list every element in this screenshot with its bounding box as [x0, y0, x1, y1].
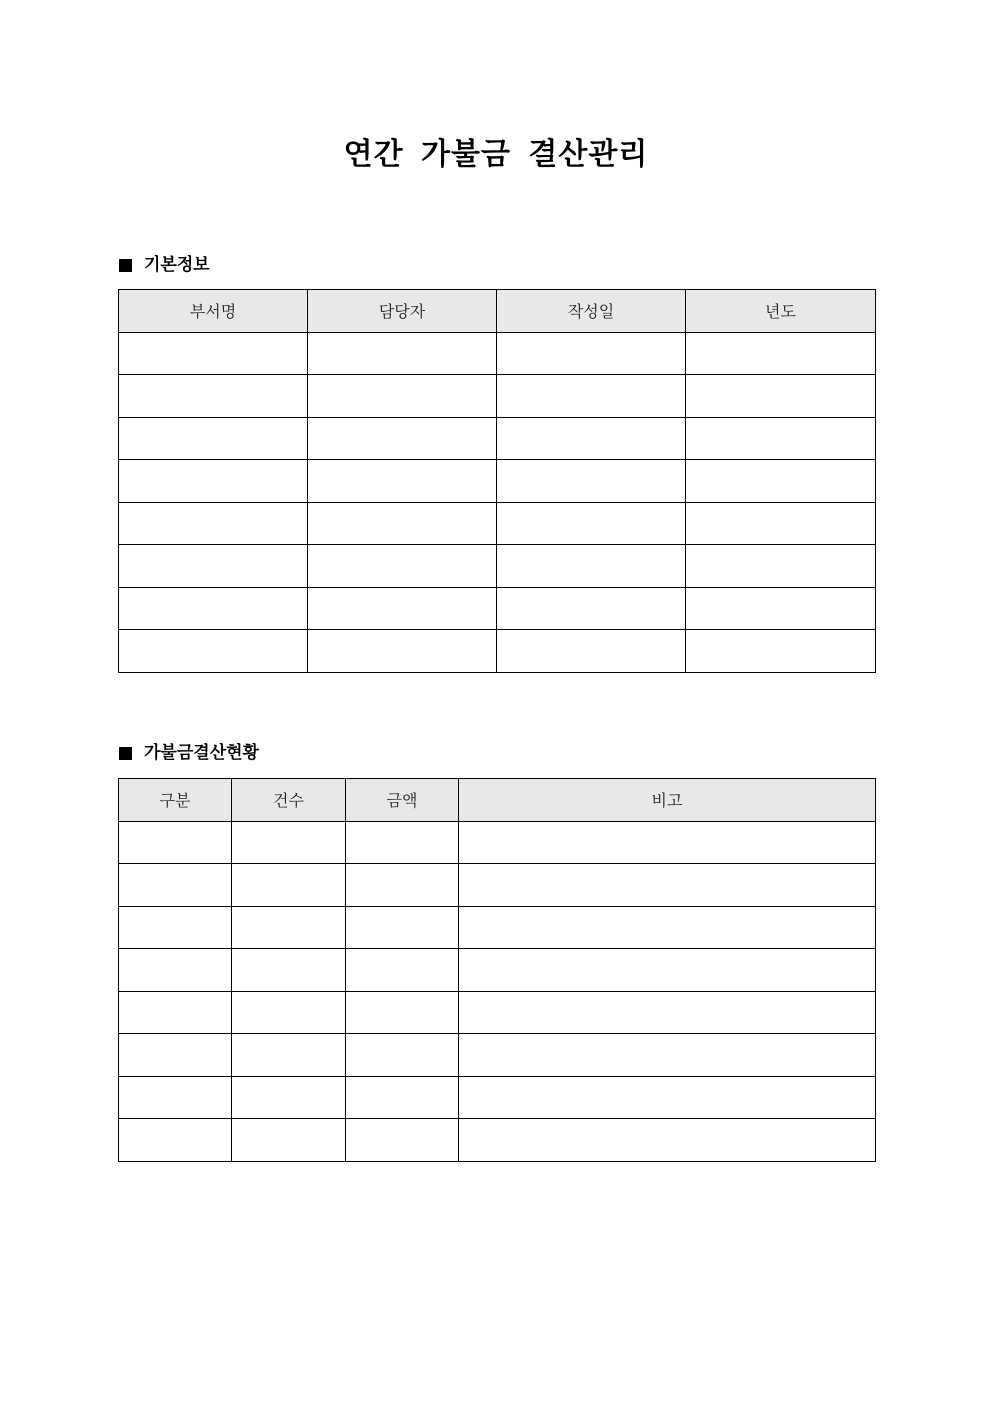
- table-cell[interactable]: [308, 502, 497, 545]
- table-cell[interactable]: [459, 864, 876, 907]
- table-cell[interactable]: [232, 949, 346, 992]
- table-cell[interactable]: [119, 460, 308, 503]
- table-cell[interactable]: [686, 332, 876, 375]
- table-cell[interactable]: [497, 375, 686, 418]
- table-cell[interactable]: [119, 375, 308, 418]
- table-cell[interactable]: [346, 991, 459, 1034]
- table-cell[interactable]: [346, 1076, 459, 1119]
- table-row: [119, 630, 876, 673]
- table-cell[interactable]: [459, 991, 876, 1034]
- table-cell[interactable]: [232, 1119, 346, 1162]
- table-cell[interactable]: [346, 1119, 459, 1162]
- table-cell[interactable]: [346, 906, 459, 949]
- table-row: [119, 1119, 876, 1162]
- column-header-category: 구분: [119, 779, 232, 822]
- table-cell[interactable]: [119, 991, 232, 1034]
- table-cell[interactable]: [459, 821, 876, 864]
- table-row: [119, 502, 876, 545]
- table-cell[interactable]: [686, 460, 876, 503]
- table-cell[interactable]: [119, 949, 232, 992]
- table-cell[interactable]: [308, 332, 497, 375]
- table-cell[interactable]: [346, 949, 459, 992]
- table-cell[interactable]: [232, 991, 346, 1034]
- column-header-manager: 담당자: [308, 290, 497, 333]
- table-cell[interactable]: [308, 630, 497, 673]
- table-cell[interactable]: [119, 906, 232, 949]
- table-cell[interactable]: [119, 545, 308, 588]
- document-title: 연간 가불금 결산관리: [343, 137, 649, 172]
- table-cell[interactable]: [119, 587, 308, 630]
- table-cell[interactable]: [308, 417, 497, 460]
- table-row: [119, 906, 876, 949]
- table-cell[interactable]: [497, 587, 686, 630]
- advance-settlement-table-body: [119, 821, 876, 1161]
- table-cell[interactable]: [232, 864, 346, 907]
- table-cell[interactable]: [686, 630, 876, 673]
- table-row: [119, 332, 876, 375]
- table-cell[interactable]: [119, 1034, 232, 1077]
- column-header-year: 년도: [686, 290, 876, 333]
- table-cell[interactable]: [686, 502, 876, 545]
- table-row: [119, 991, 876, 1034]
- basic-info-table: [118, 289, 876, 673]
- column-header-count: 건수: [232, 779, 346, 822]
- table-cell[interactable]: [686, 545, 876, 588]
- table-cell[interactable]: [346, 821, 459, 864]
- table-row: [119, 375, 876, 418]
- table-cell[interactable]: [459, 949, 876, 992]
- table-cell[interactable]: [459, 906, 876, 949]
- table-cell[interactable]: [308, 375, 497, 418]
- basic-info-table-body: [119, 332, 876, 672]
- table-row: [119, 1034, 876, 1077]
- table-cell[interactable]: [232, 1034, 346, 1077]
- column-header-date-written: 작성일: [497, 290, 686, 333]
- table-cell[interactable]: [686, 375, 876, 418]
- table-cell[interactable]: [119, 821, 232, 864]
- table-cell[interactable]: [232, 821, 346, 864]
- advance-settlement-table: [118, 778, 876, 1162]
- table-row: [119, 949, 876, 992]
- table-cell[interactable]: [232, 1076, 346, 1119]
- section-heading-advance-settlement: [119, 741, 259, 765]
- table-cell[interactable]: [119, 630, 308, 673]
- table-cell[interactable]: [308, 460, 497, 503]
- table-cell[interactable]: [232, 906, 346, 949]
- table-row: [119, 587, 876, 630]
- table-header-row: [119, 779, 876, 822]
- table-row: [119, 545, 876, 588]
- table-header-row: [119, 290, 876, 333]
- table-row: [119, 821, 876, 864]
- table-row: [119, 864, 876, 907]
- table-cell[interactable]: [119, 864, 232, 907]
- table-cell[interactable]: [497, 332, 686, 375]
- table-row: [119, 1076, 876, 1119]
- table-row: [119, 417, 876, 460]
- table-cell[interactable]: [497, 502, 686, 545]
- table-cell[interactable]: [308, 587, 497, 630]
- table-cell[interactable]: [497, 630, 686, 673]
- table-cell[interactable]: [346, 864, 459, 907]
- table-cell[interactable]: [308, 545, 497, 588]
- table-cell[interactable]: [119, 332, 308, 375]
- square-bullet-icon: [119, 259, 132, 272]
- table-cell[interactable]: [497, 460, 686, 503]
- table-cell[interactable]: [119, 1076, 232, 1119]
- table-cell[interactable]: [119, 417, 308, 460]
- table-cell[interactable]: [686, 417, 876, 460]
- table-cell[interactable]: [686, 587, 876, 630]
- section-heading-basic-info: [119, 253, 210, 277]
- table-cell[interactable]: [346, 1034, 459, 1077]
- column-header-remarks: 비고: [459, 779, 876, 822]
- table-cell[interactable]: [119, 502, 308, 545]
- table-cell[interactable]: [497, 545, 686, 588]
- table-cell[interactable]: [497, 417, 686, 460]
- square-bullet-icon: [119, 747, 132, 760]
- table-row: [119, 460, 876, 503]
- section-heading-label: 가불금결산현황: [144, 743, 259, 763]
- column-header-department: 부서명: [119, 290, 308, 333]
- table-cell[interactable]: [459, 1034, 876, 1077]
- table-cell[interactable]: [119, 1119, 232, 1162]
- column-header-amount: 금액: [346, 779, 459, 822]
- table-cell[interactable]: [459, 1119, 876, 1162]
- section-heading-label: 기본정보: [144, 255, 210, 275]
- table-cell[interactable]: [459, 1076, 876, 1119]
